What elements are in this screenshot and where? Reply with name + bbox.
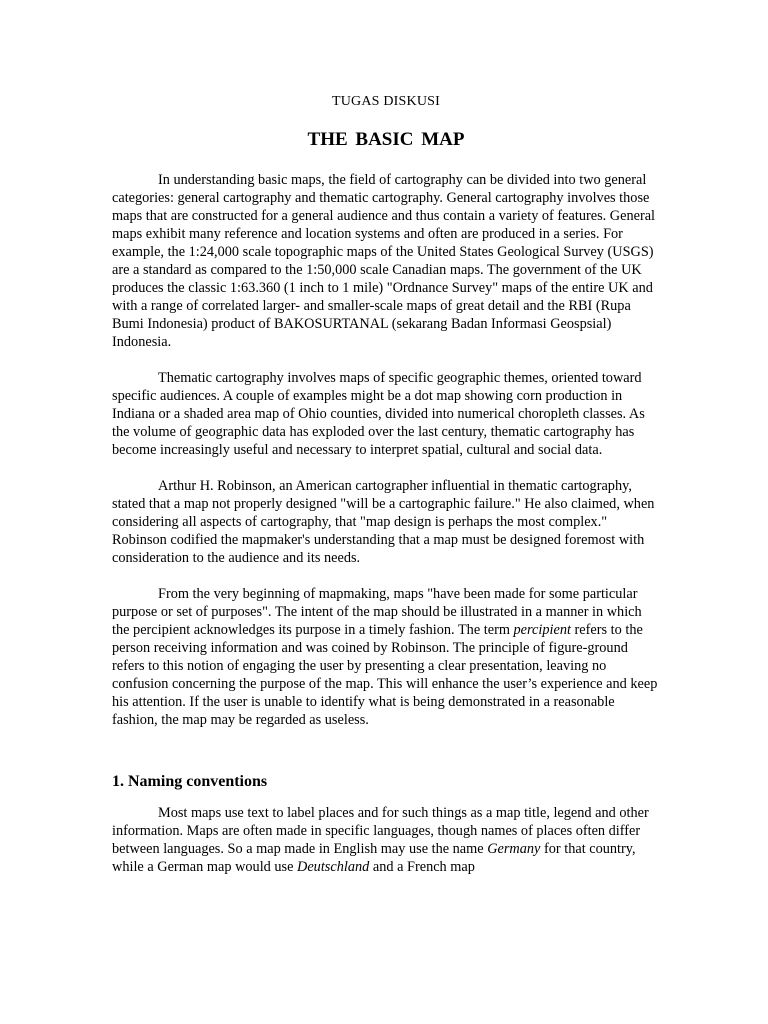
paragraph-text: and a French map [369, 859, 475, 875]
paragraph-text: refers to the person receiving information and was coined by Robinson. The principle of figure-ground refers to this notion of engaging the user by presenting a clear presentation, leaving no confusion concerning the purpose of the map. This will enhance the user’s experience and keep his attention. If the user is unable to identify what is being demonstrated in a reasonable fashion, the map may be regarded as useless. [112, 622, 658, 728]
section-heading-naming-conventions: 1. Naming conventions [112, 773, 268, 790]
italic-term-percipient: percipient [513, 622, 571, 638]
paragraph-text: for that country, while a German map would use [112, 841, 636, 875]
paragraph-thematic-cartography: Thematic cartography involves maps of specific geographic themes, oriented toward specific audiences. A couple of examples might be a dot map showing corn production in Indiana or a shaded area map of Ohio counties, divided into numerical choropleth classes. As the volume of geographic data has exploded over the last century, thematic cartography has become increasingly useful and necessary to interpret spatial, cultural and social data. [112, 370, 645, 458]
document-label: TUGAS DISKUSI [332, 94, 440, 109]
paragraph-robinson: Arthur H. Robinson, an American cartographer influential in thematic cartography, stated that a map not properly designed "will be a cartographic failure." He also claimed, when considering all aspects of cartography, that "map design is perhaps the most complex." Robinson codified the mapmaker's understanding that a map must be designed foremost with consideration to the audience and its needs. [112, 478, 655, 566]
paragraph-naming-conventions [112, 804, 660, 876]
paragraph-mapmaking-purpose [112, 585, 660, 729]
italic-term-deutschland: Deutschland [297, 859, 370, 875]
paragraph-text: Most maps use text to label places and for such things as a map title, legend and other information. Maps are often made in specific languages, though names of places often differ between languages. So a map made in English may use the name [112, 805, 649, 857]
italic-term-germany: Germany [487, 841, 541, 857]
paragraph-general-cartography: In understanding basic maps, the field of cartography can be divided into two general categories: general cartography and thematic cartography. General cartography involves those maps that are constructed for a general audience and thus contain a variety of features. General maps exhibit many reference and location systems and often are produced in a series. For example, the 1:24,000 scale topographic maps of the United States Geological Survey (USGS) are a standard as compared to the 1:50,000 scale Canadian maps. The government of the UK produces the classic 1:63.360 (1 inch to 1 mile) "Ordnance Survey" maps of the entire UK and with a range of correlated larger- and smaller-scale maps of great detail and the RBI (Rupa Bumi Indonesia) product of BAKOSURTANAL (sekarang Badan Informasi Geospsial) Indonesia. [112, 172, 656, 350]
paragraph-text: From the very beginning of mapmaking, maps "have been made for some particular purpose or set of purposes". The intent of the map should be illustrated in a manner in which the percipient acknowledges its purpose in a timely fashion. The term [112, 586, 642, 638]
document-body [112, 171, 660, 894]
document-title: THE BASIC MAP [307, 129, 465, 150]
